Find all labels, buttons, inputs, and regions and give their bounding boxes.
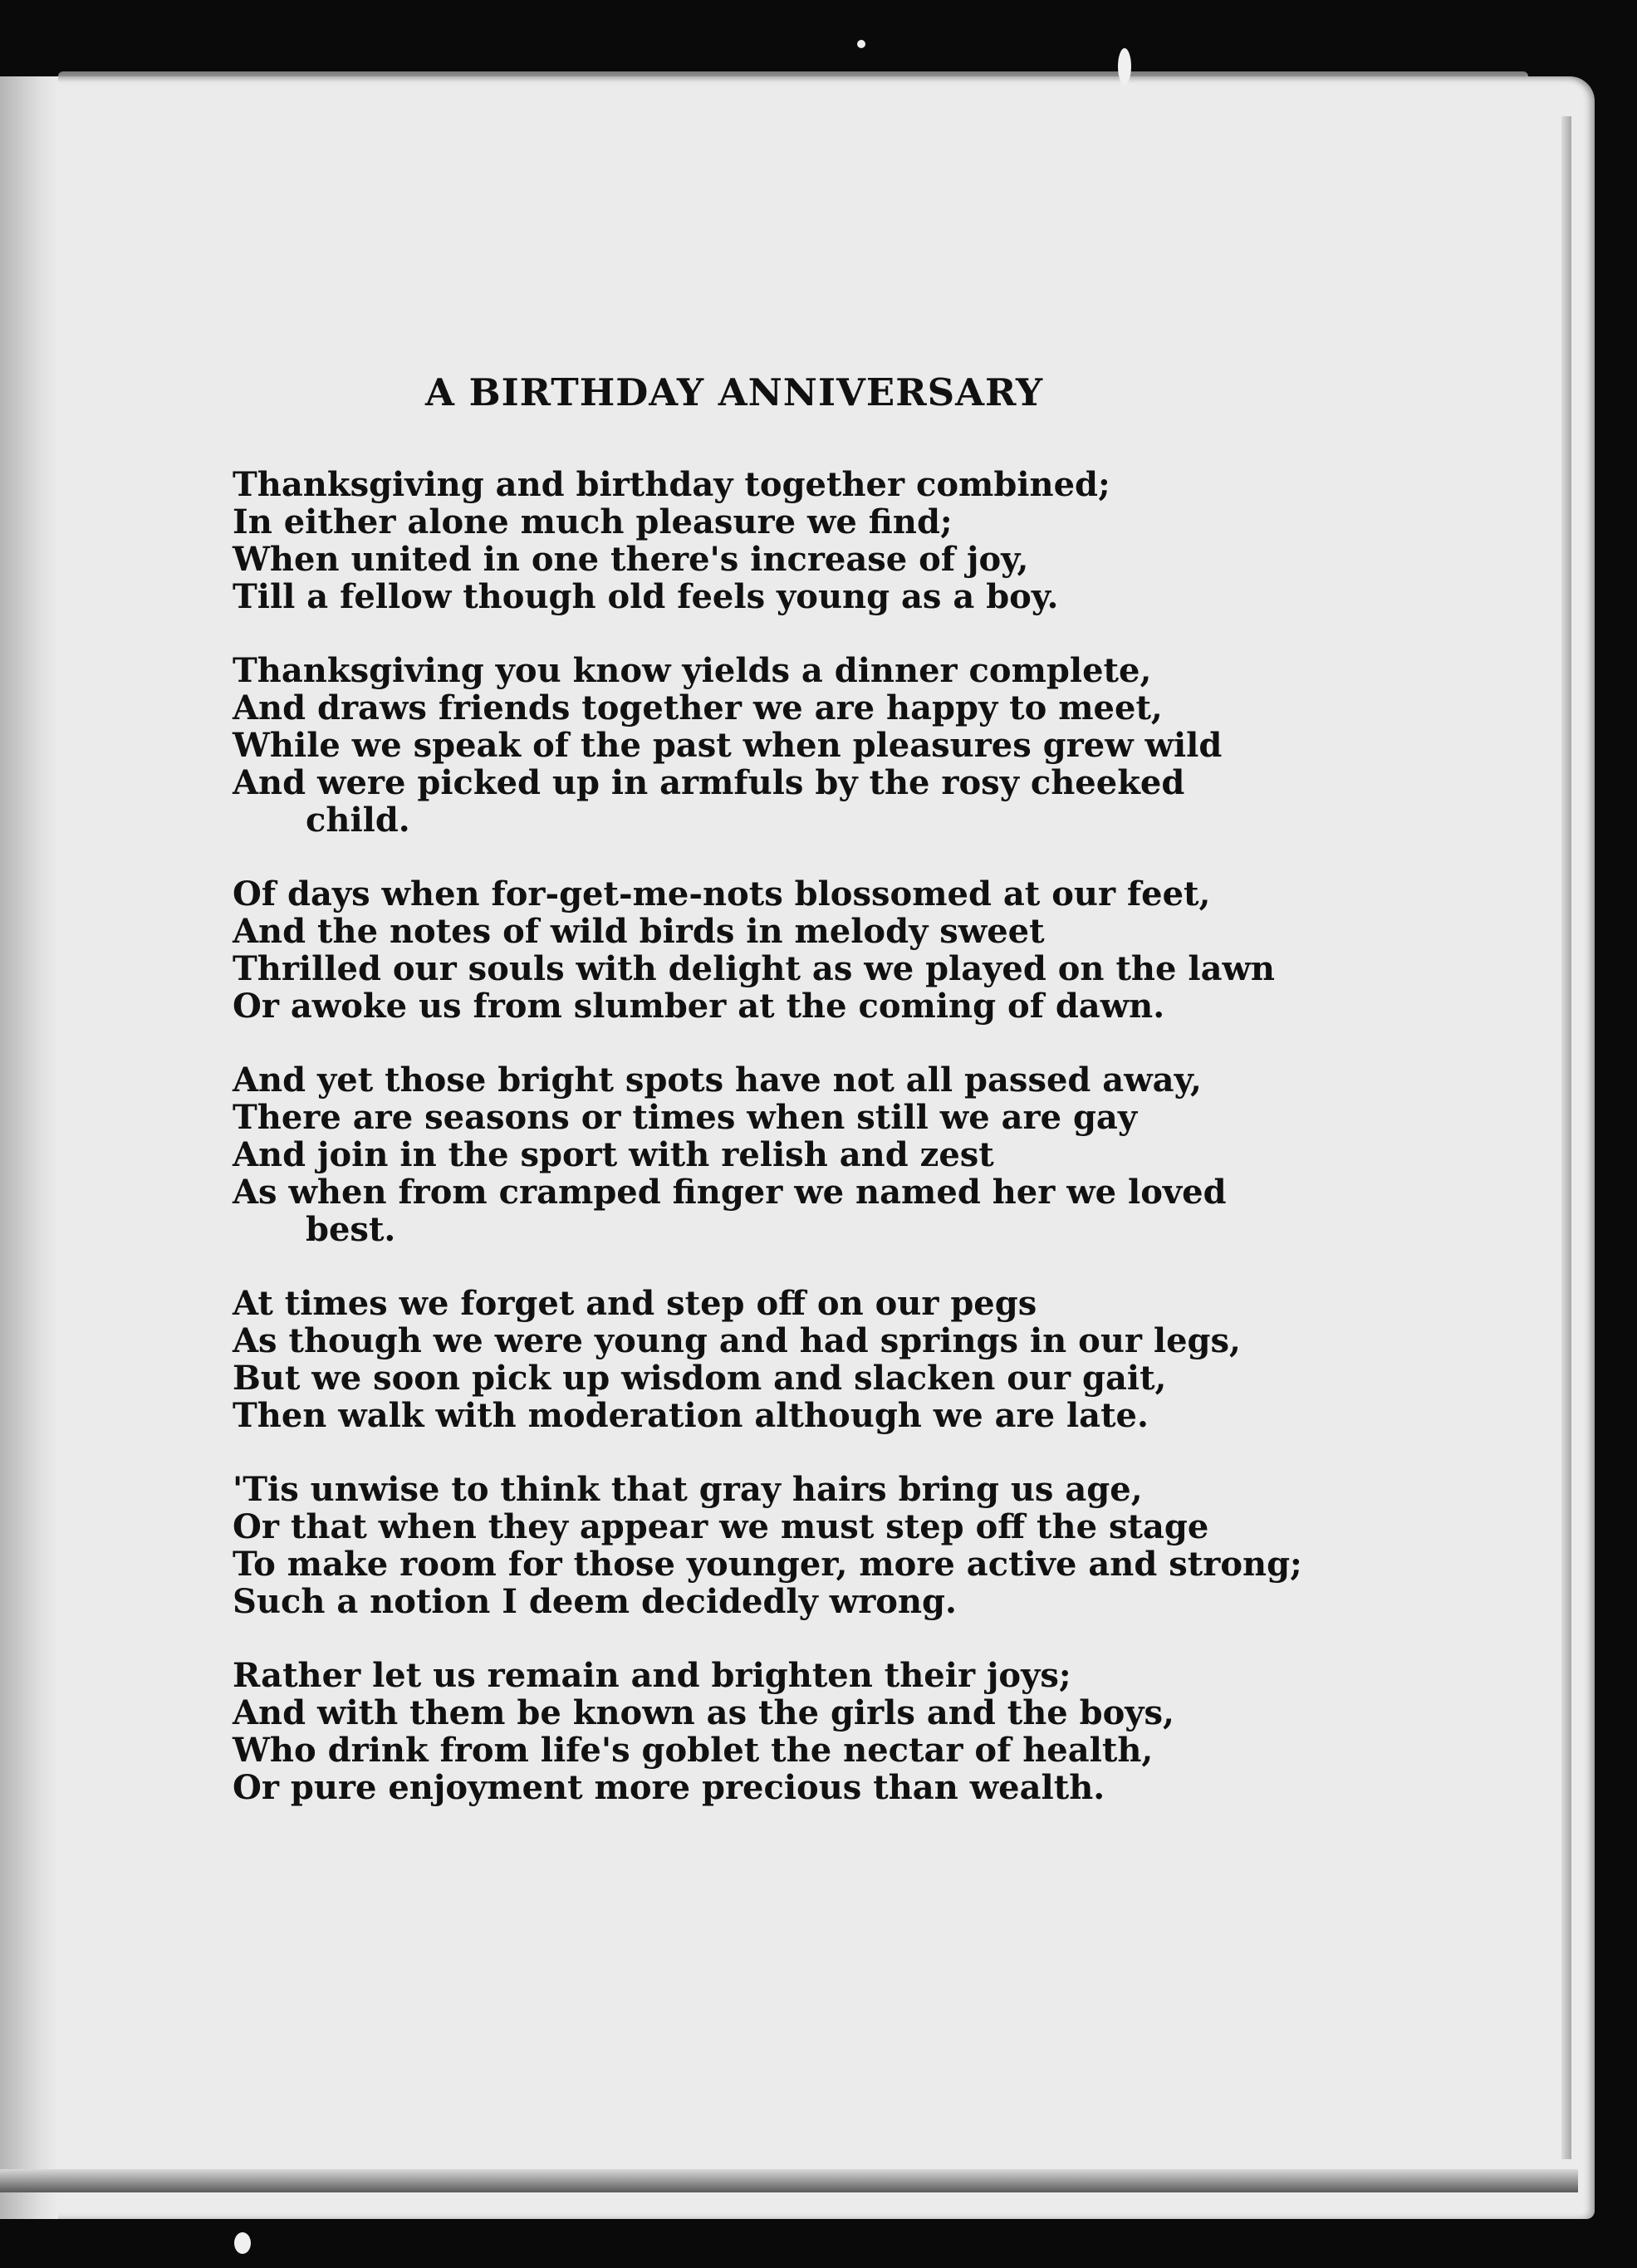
dust-fleck [1118, 48, 1131, 85]
poem-line: When united in one there's increase of joy, [233, 540, 1029, 579]
poem-line: Then walk with moderation although we are late. [233, 1396, 1149, 1435]
poem-line: In either alone much pleasure we find; [233, 502, 953, 541]
poem-line: Or pure enjoyment more precious than wealth. [233, 1768, 1105, 1807]
stanza [233, 1285, 1395, 1434]
poem-line: 'Tis unwise to think that gray hairs bring us age, [233, 1470, 1143, 1509]
poem-line: Such a notion I deem decidedly wrong. [233, 1582, 957, 1621]
poem-line-continuation: best. [306, 1210, 396, 1249]
stanza [233, 652, 1395, 839]
poem-line: Thanksgiving and birthday together combined; [233, 465, 1110, 504]
poem-line: Till a fellow though old feels young as a boy. [233, 577, 1059, 616]
poem-line: And draws friends together we are happy to meet, [233, 688, 1163, 727]
poem-line: And were picked up in armfuls by the rosy cheeked [233, 763, 1185, 802]
stanza [233, 1061, 1395, 1248]
poem-line: But we soon pick up wisdom and slacken our gait, [233, 1359, 1167, 1398]
poem-line: And join in the sport with relish and zest [233, 1135, 994, 1174]
poem-line: There are seasons or times when still we are gay [233, 1098, 1138, 1137]
page-bottom-edge [0, 2169, 1578, 2192]
poem [233, 370, 1395, 1843]
stanza [233, 875, 1395, 1025]
poem-line: To make room for those younger, more active and strong; [233, 1545, 1302, 1584]
poem-line: And with them be known as the girls and the boys, [233, 1693, 1174, 1732]
poem-line: As when from cramped finger we named her we loved [233, 1173, 1227, 1212]
page-right-edge [1561, 116, 1571, 2159]
poem-line: Or that when they appear we must step off the stage [233, 1507, 1209, 1546]
poem-line: While we speak of the past when pleasures grew wild [233, 726, 1223, 765]
stanza [233, 1657, 1395, 1806]
stanza [233, 466, 1395, 615]
poem-line: Thrilled our souls with delight as we played on the lawn [233, 949, 1275, 988]
poem-line: Or awoke us from slumber at the coming of dawn. [233, 987, 1165, 1026]
poem-line: Rather let us remain and brighten their joys; [233, 1656, 1071, 1695]
poem-line: At times we forget and step off on our pegs [233, 1284, 1037, 1323]
page-left-shadow [0, 76, 58, 2219]
stanza [233, 1471, 1395, 1620]
dust-fleck [234, 2232, 251, 2254]
poem-line-continuation: child. [306, 801, 410, 840]
poem-title: A BIRTHDAY ANNIVERSARY [425, 370, 1044, 414]
poem-line: Who drink from life's goblet the nectar of health, [233, 1731, 1154, 1770]
poem-line: As though we were young and had springs in our legs, [233, 1321, 1241, 1360]
poem-line: Thanksgiving you know yields a dinner complete, [233, 651, 1152, 690]
poem-line: And the notes of wild birds in melody sweet [233, 912, 1045, 951]
poem-line: And yet those bright spots have not all passed away, [233, 1061, 1202, 1100]
poem-line: Of days when for-get-me-nots blossomed at our feet, [233, 874, 1211, 914]
dust-fleck [857, 40, 865, 48]
